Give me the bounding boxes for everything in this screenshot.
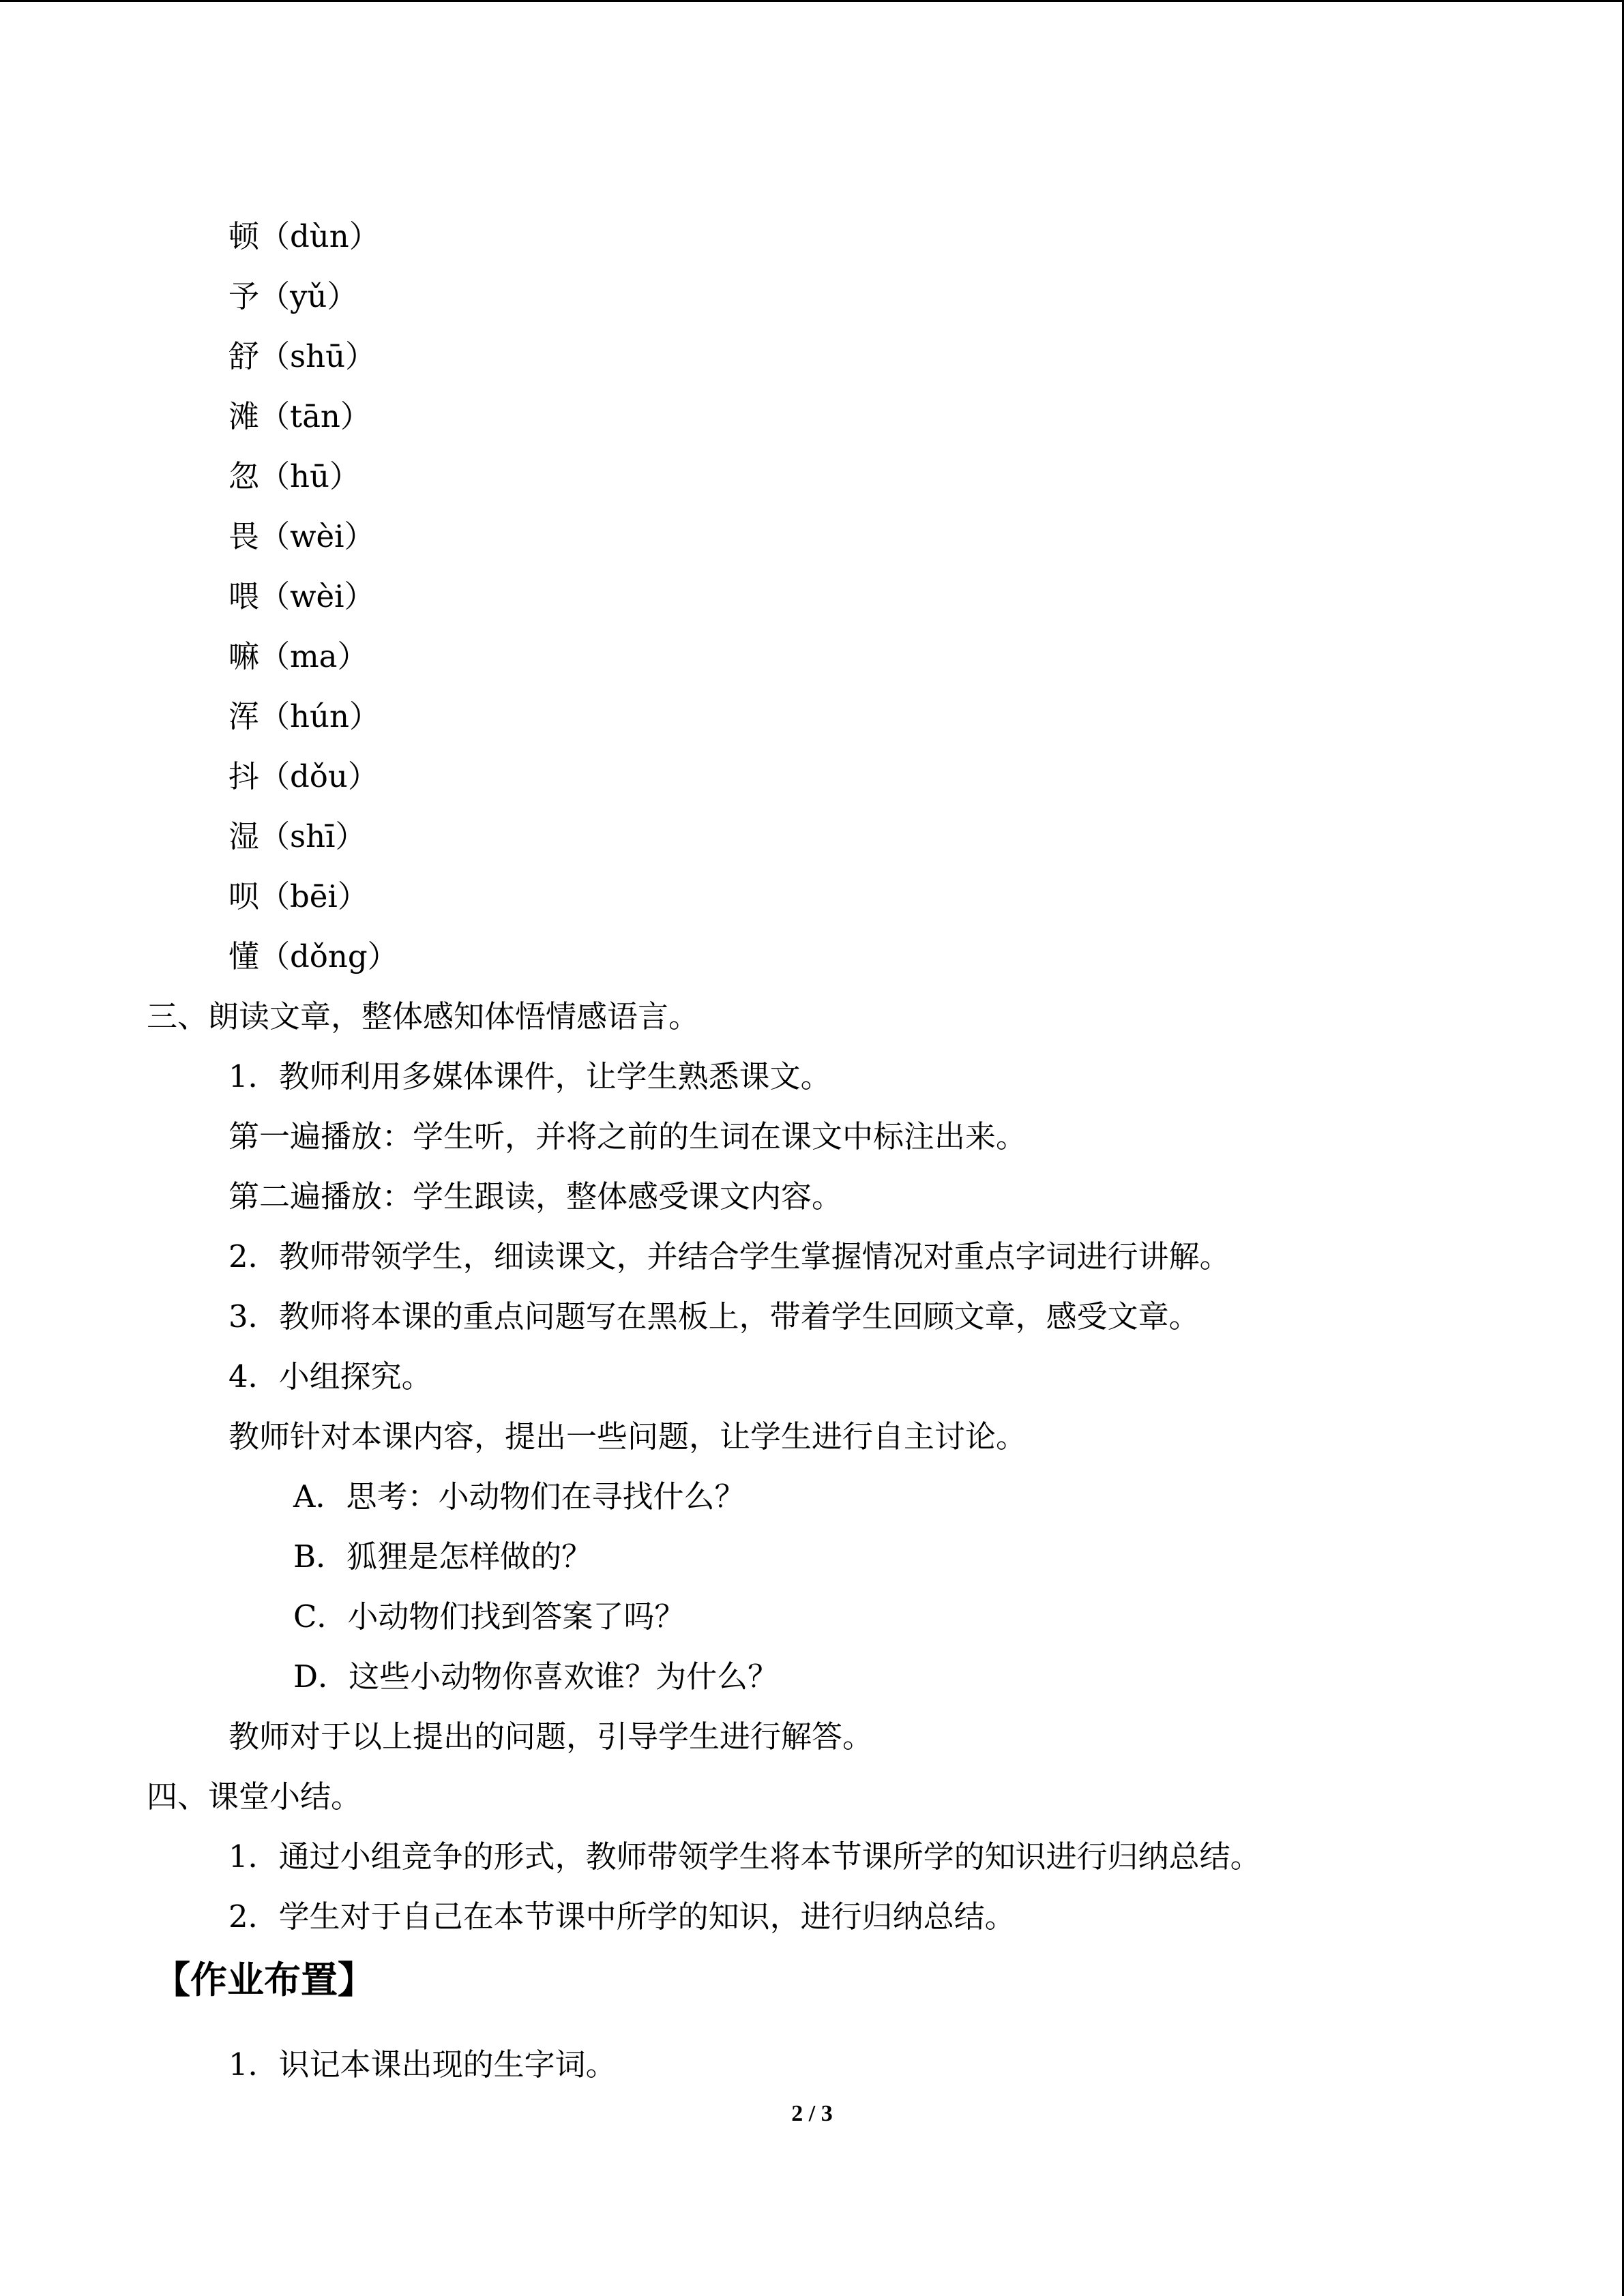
section-4-title: 四、课堂小结。 [147, 1778, 362, 1815]
section-3-item-1: 1．教师利用多媒体课件，让学生熟悉课文。 [228, 1058, 831, 1094]
pinyin-item: 浑（hún） [228, 698, 380, 734]
pinyin-item: 舒（shū） [228, 338, 377, 374]
question-item: A．思考：小动物们在寻找什么？ [293, 1478, 745, 1515]
pinyin-item: 嘛（ma） [228, 638, 368, 674]
section-3-intro: 教师针对本课内容，提出一些问题，让学生进行自主讨论。 [228, 1418, 1027, 1455]
section-3-item-2: 2．教师带领学生，细读课文，并结合学生掌握情况对重点字词进行讲解。 [228, 1238, 1230, 1274]
question-item: C．小动物们找到答案了吗？ [293, 1598, 685, 1635]
homework-item-1: 1．识记本课出现的生字词。 [228, 2046, 617, 2083]
pinyin-item: 抖（dǒu） [228, 758, 379, 794]
question-item: D．这些小动物你喜欢谁？为什么？ [293, 1658, 779, 1695]
section-3-item-3: 3．教师将本课的重点问题写在黑板上，带着学生回顾文章，感受文章。 [228, 1298, 1200, 1335]
pinyin-item: 忽（hū） [228, 458, 360, 494]
pinyin-item: 予（yǔ） [228, 278, 358, 314]
homework-heading: 【作业布置】 [153, 1958, 374, 2001]
pinyin-item: 畏（wèi） [228, 518, 375, 554]
pinyin-item: 湿（shī） [228, 818, 366, 854]
page-number: 2 / 3 [791, 2101, 833, 2126]
section-3-title: 三、朗读文章，整体感知体悟情感语言。 [147, 998, 700, 1034]
pinyin-item: 顿（dùn） [228, 218, 380, 254]
question-item: B．狐狸是怎样做的？ [293, 1538, 593, 1575]
section-3-play-2: 第二遍播放：学生跟读，整体感受课文内容。 [228, 1178, 843, 1214]
section-3-conclusion: 教师对于以上提出的问题，引导学生进行解答。 [228, 1718, 874, 1755]
section-3-play-1: 第一遍播放：学生听，并将之前的生词在课文中标注出来。 [228, 1118, 1027, 1154]
pinyin-item: 喂（wèi） [228, 578, 375, 614]
pinyin-item: 呗（bēi） [228, 878, 368, 914]
section-4-item-1: 1．通过小组竞争的形式，教师带领学生将本节课所学的知识进行归纳总结。 [228, 1838, 1261, 1875]
pinyin-item: 懂（dǒng） [228, 938, 398, 974]
section-4-item-2: 2．学生对于自己在本节课中所学的知识，进行归纳总结。 [228, 1898, 1016, 1935]
section-3-item-4: 4．小组探究。 [228, 1358, 432, 1395]
pinyin-item: 滩（tān） [228, 398, 371, 434]
